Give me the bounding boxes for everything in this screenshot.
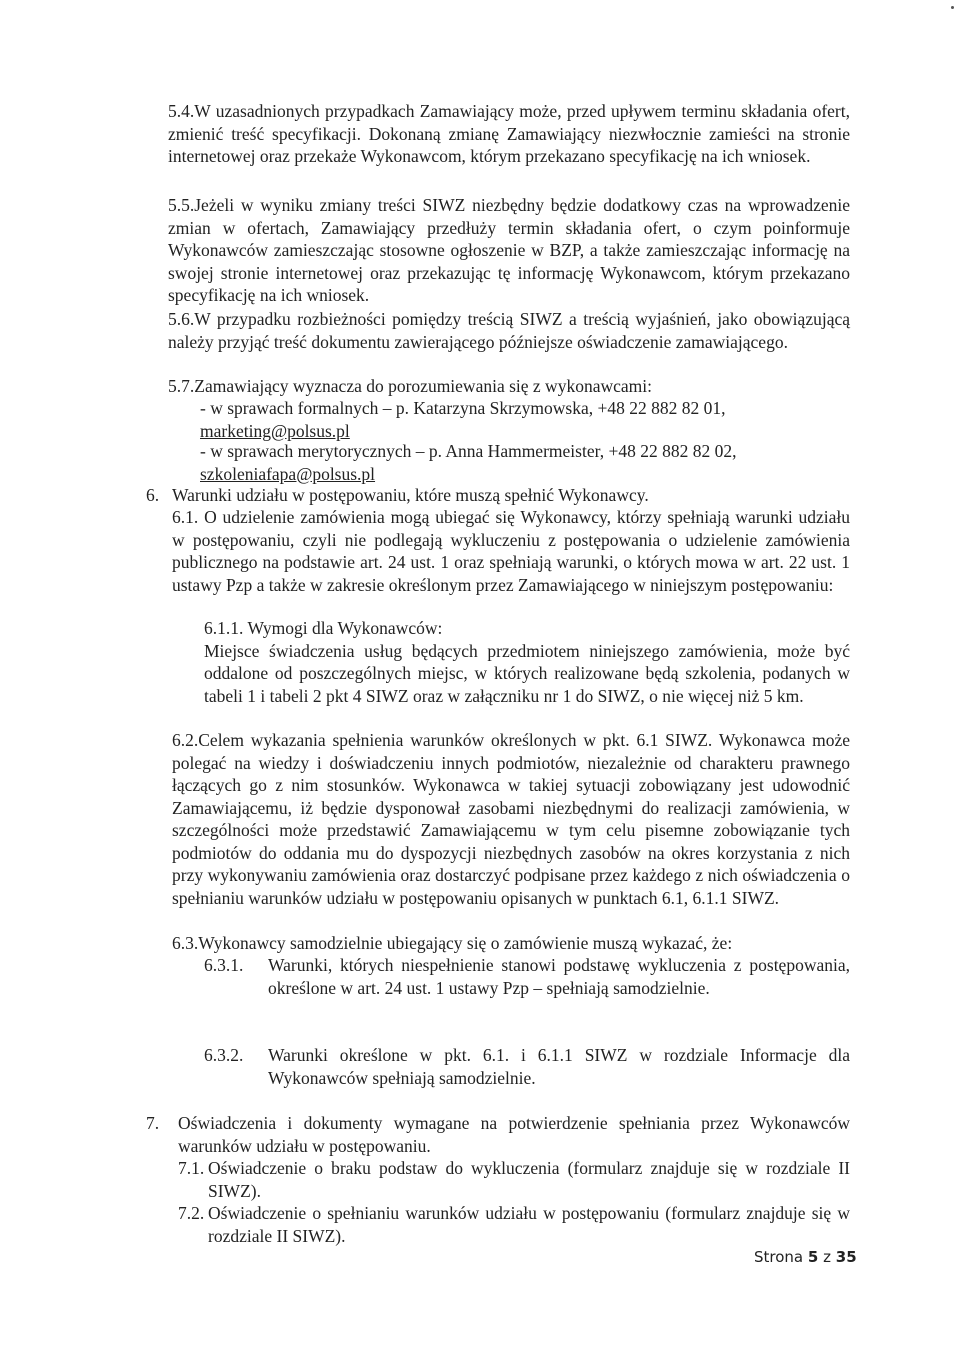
section-number: 6. <box>146 485 160 505</box>
section-7-2 <box>178 1202 850 1247</box>
section-text: Oświadczenie o braku podstaw do wykluczenia (formularz znajduje się w rozdziale II SIWZ). <box>208 1158 850 1201</box>
section-number: 7.1. <box>178 1158 205 1178</box>
section-number: 5.6. <box>168 309 195 329</box>
section-text: W przypadku rozbieżności pomiędzy treścią SIWZ a treścią wyjaśnień, jako obowiązującą należy przyjąć treść dokumentu zawierającego późniejsze oświadczenie zamawiającego. <box>168 309 850 352</box>
section-7-1 <box>178 1157 850 1202</box>
footer-total: 35 <box>835 1248 857 1266</box>
section-text: Oświadczenie o spełnianiu warunków udziału w postępowaniu (formularz znajduje się w rozdziale II SIWZ). <box>208 1203 850 1246</box>
section-text: Miejsce świadczenia usług będących przedmiotem niniejszego zamówienia, może być oddalone od poszczególnych miejsc, w których realizowane będą szkolenia, podanych w tabeli 1 i tabeli 2 pkt 4 SIWZ oraz w załączniku nr 1 do SIWZ, o nie więcej niż 5 km. <box>204 640 850 706</box>
footer-sep: z <box>823 1248 831 1266</box>
section-title: Wymogi dla Wykonawców: <box>247 618 443 638</box>
section-text: Warunki udziału w postępowaniu, które muszą spełnić Wykonawcy. <box>172 485 649 505</box>
section-number: 6.1.1. <box>204 618 244 638</box>
section-6-1-1 <box>204 617 850 707</box>
section-6-3-1 <box>204 954 850 999</box>
section-text: Oświadczenia i dokumenty wymagane na potwierdzenie spełniania przez Wykonawców warunków udziału w postępowaniu. <box>178 1113 850 1156</box>
section-text: O udzielenie zamówienia mogą ubiegać się Wykonawcy, którzy spełniają warunki udziału w postępowaniu, czyli nie podlegają wykluczeniu z postępowania o udzielenie zamówienia publicznego na podstawie art. 24 ust. 1 oraz spełniają warunki, o których mowa w art. 22 ust. 1 ustawy Pzp a także w zakresie określonym przez Zamawiającego w niniejszym postępowaniu: <box>172 507 851 595</box>
contact-merit <box>200 440 850 485</box>
section-5-4 <box>168 100 850 168</box>
contact-text: - w sprawach formalnych – p. Katarzyna Skrzymowska, +48 22 882 82 01, <box>200 398 726 418</box>
section-number: 6.3.1. <box>204 955 244 975</box>
section-6-1 <box>172 506 850 596</box>
section-text: Wykonawcy samodzielnie ubiegający się o zamówienie muszą wykazać, że: <box>198 933 733 953</box>
section-number: 7. <box>146 1113 160 1133</box>
section-text: Warunki określone w pkt. 6.1. i 6.1.1 SIWZ w rozdziale Informacje dla Wykonawców spełniają samodzielnie. <box>268 1045 850 1088</box>
section-5-7 <box>168 375 850 398</box>
section-number: 5.4. <box>168 101 195 121</box>
section-number: 6.2. <box>172 730 199 750</box>
footer-page: 5 <box>807 1248 819 1266</box>
section-number: 6.1. <box>172 507 199 527</box>
section-6-2 <box>172 729 850 909</box>
email-link[interactable]: marketing@polsus.pl <box>200 420 350 441</box>
section-text: Zamawiający wyznacza do porozumiewania się z wykonawcami: <box>194 376 652 396</box>
section-6-3-2 <box>204 1044 850 1089</box>
page-footer <box>754 1248 857 1266</box>
section-text: Celem wykazania spełnienia warunków określonych w pkt. 6.1 SIWZ. Wykonawca może polegać na wiedzy i doświadczeniu innych podmiotów, niezależnie od charakteru prawnego łączących go z nim stosunków. Wykonawca w takiej sytuacji zobowiązany jest udowodnić Zamawiającemu, iż będzie dysponował zasobami niezbędnymi do realizacji zamówienia, w szczególności może przedstawić Zamawiającemu w tym celu pisemne zobowiązanie tych podmiotów do oddania mu do dyspozycji niezbędnych zasobów na okres korzystania z nich przy wykonywaniu zamówienia oraz dostarczyć podpisane przez każdego z nich oświadczenia o spełnianiu warunków udziału w postępowaniu opisanych w punktach 6.1, 6.1.1 SIWZ. <box>172 730 850 908</box>
section-number: 7.2. <box>178 1203 205 1223</box>
section-5-6 <box>168 308 850 353</box>
section-6 <box>146 484 850 507</box>
footer-prefix: Strona <box>754 1248 804 1266</box>
section-number: 6.3.2. <box>204 1045 244 1065</box>
section-number: 5.7. <box>168 376 195 396</box>
section-6-3 <box>172 932 850 955</box>
contact-text: - w sprawach merytorycznych – p. Anna Hammermeister, +48 22 882 82 02, <box>200 441 737 461</box>
section-number: 5.5. <box>168 195 195 215</box>
scan-mark <box>951 6 954 9</box>
section-text: Jeżeli w wyniku zmiany treści SIWZ niezbędny będzie dodatkowy czas na wprowadzenie zmian w ofertach, Zamawiający przedłuży termin składania ofert, o czym poinformuje Wykonawców zamieszczając stosowne ogłoszenie w BZP, a także zamieszczając informację na swojej stronie internetowej oraz przekazując tę informację Wykonawcom, którym przekazano specyfikację na ich wniosek. <box>168 195 850 305</box>
section-5-5 <box>168 194 850 307</box>
contact-formal <box>200 397 850 442</box>
section-text: W uzasadnionych przypadkach Zamawiający może, przed upływem terminu składania ofert, zmienić treść specyfikacji. Dokonaną zmianę Zamawiający niezwłocznie zamieści na stronie internetowej oraz przekaże Wykonawcom, którym przekazano specyfikację na ich wniosek. <box>168 101 850 166</box>
section-number: 6.3. <box>172 933 199 953</box>
email-link[interactable]: szkoleniafapa@polsus.pl <box>200 463 376 484</box>
section-7 <box>146 1112 850 1157</box>
section-text: Warunki, których niespełnienie stanowi podstawę wykluczenia z postępowania, określone w art. 24 ust. 1 ustawy Pzp – spełniają samodzielnie. <box>268 955 850 998</box>
